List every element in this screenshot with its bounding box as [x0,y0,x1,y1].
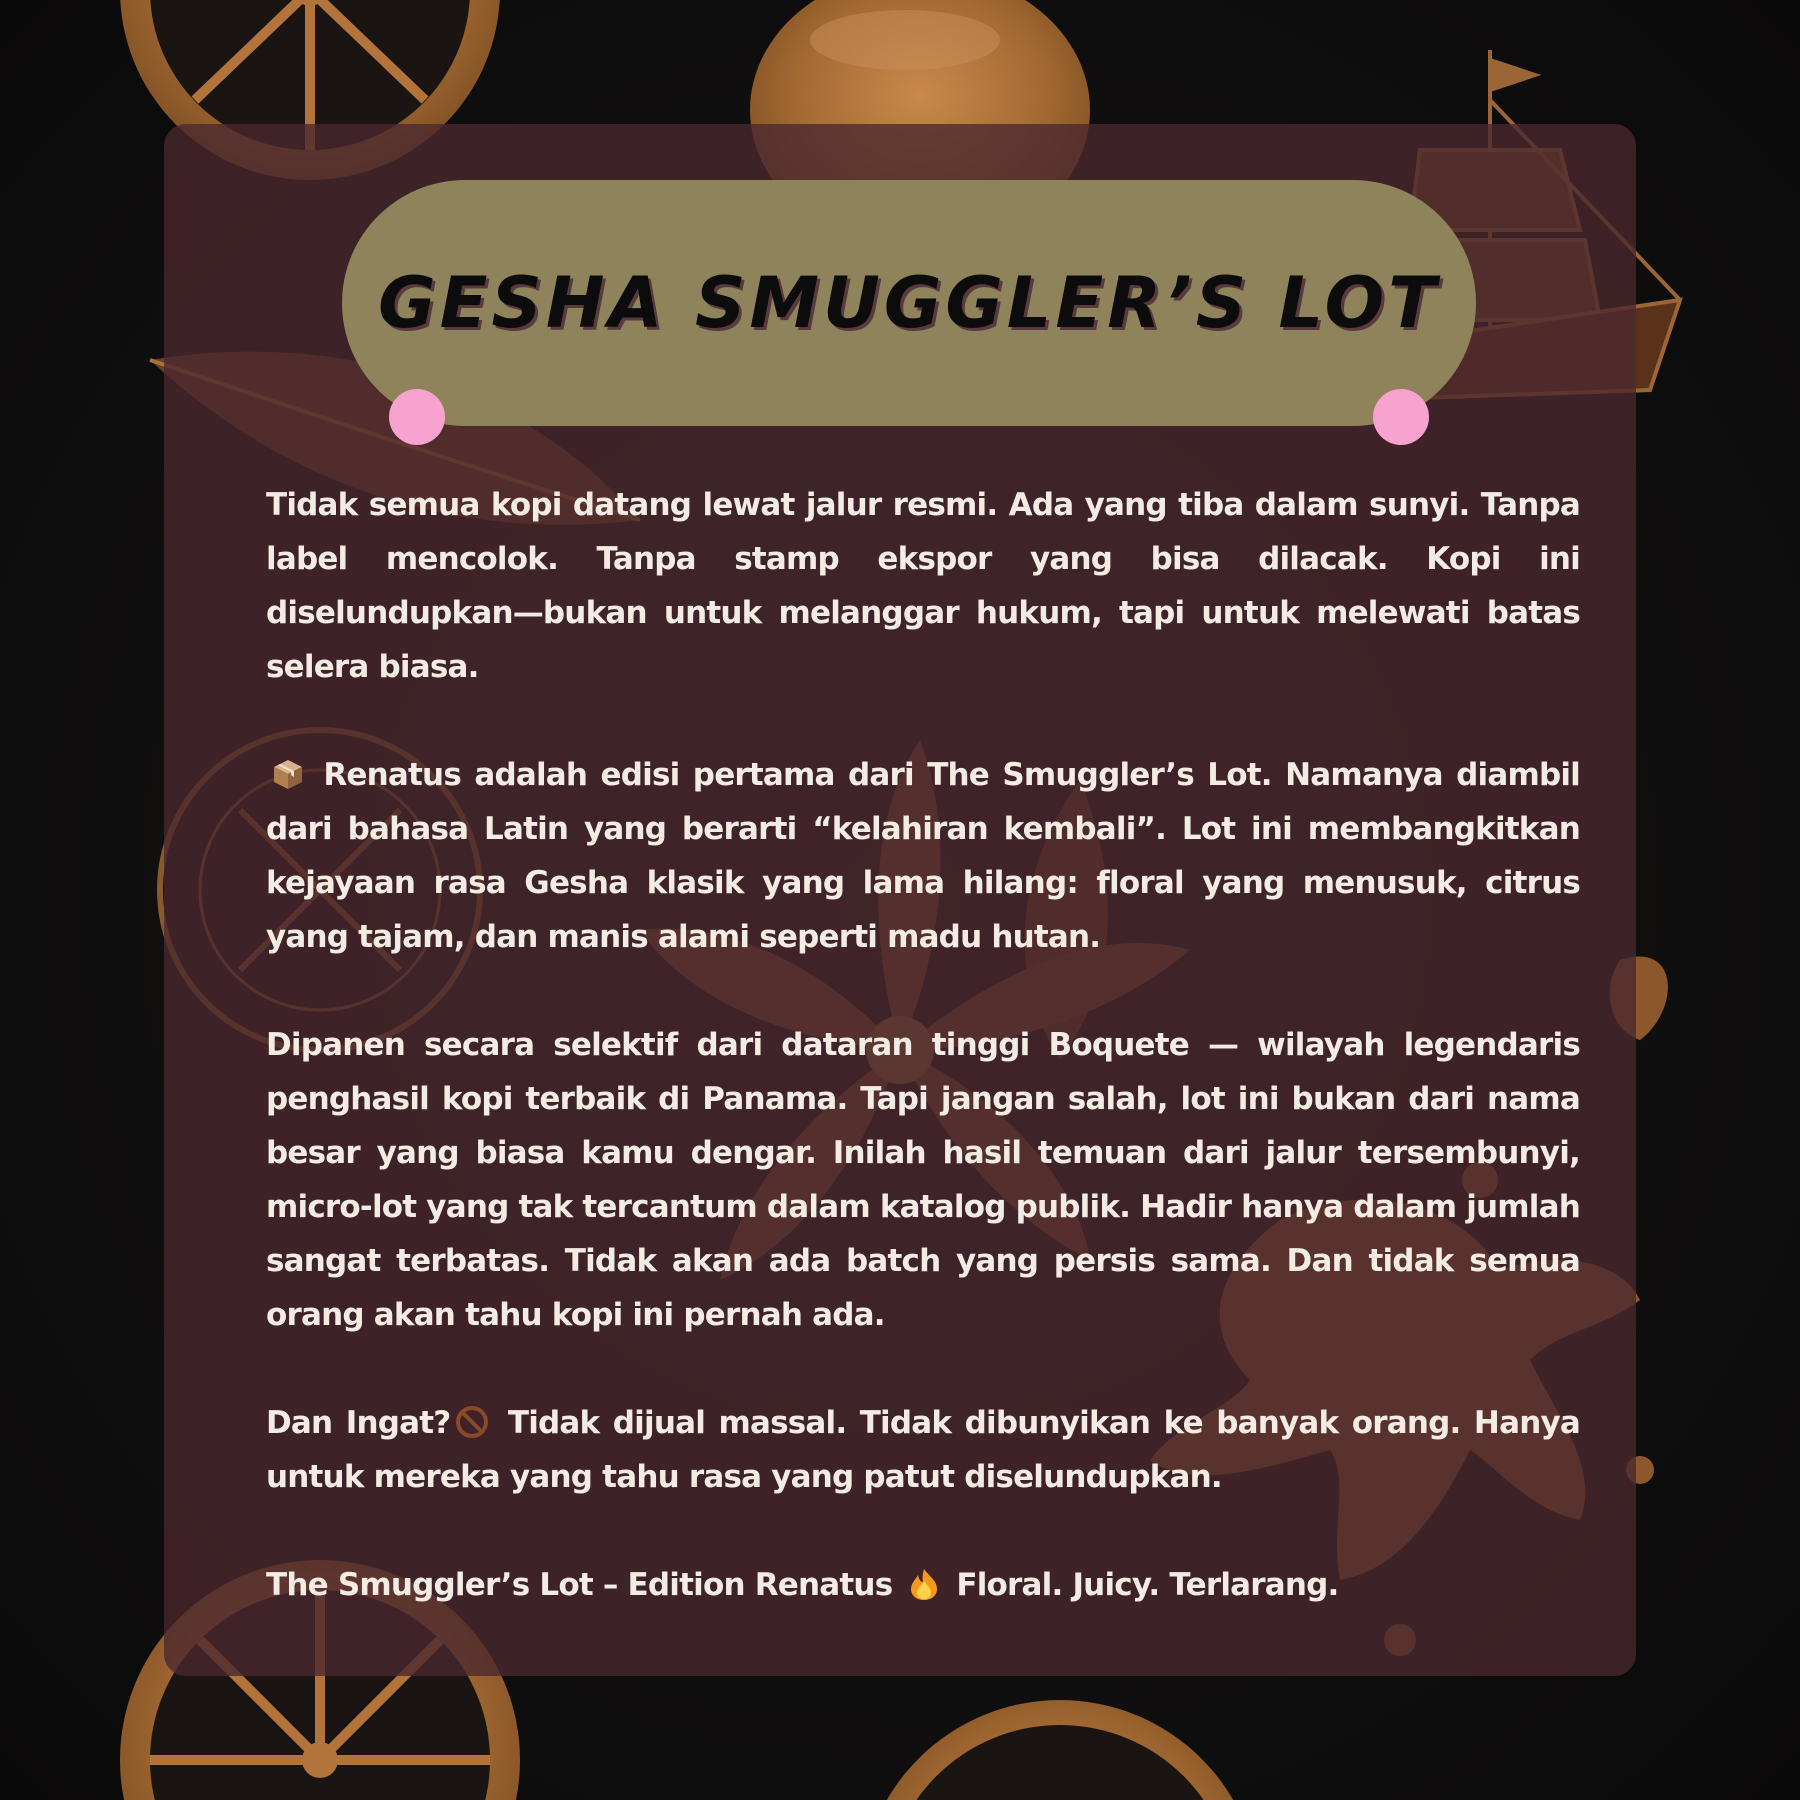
tagline-text: Floral. Juicy. Terlarang. [946,1567,1339,1603]
title-banner [342,180,1476,426]
orange-slice-bottom-center-icon [860,1700,1260,1800]
fire-icon [906,1567,942,1601]
reminder-text: Tidak dijual massal. Tidak dibunyikan ke banyak orang. Hanya untuk mereka yang tahu rasa yang patut diselundupkan. [266,1405,1580,1495]
package-icon [270,757,306,791]
paragraph-renatus [266,748,1580,964]
paragraph-text: Renatus adalah edisi pertama dari The Smuggler’s Lot. Namanya diambil dari bahasa Latin yang berarti “kelahiran kembali”. Lot ini membangkitkan kejayaan rasa Gesha klasik yang lama hilang: floral yang menusuk, citrus yang tajam, dan manis alami seperti madu hutan. [266,757,1580,955]
paragraph-intro [266,478,1580,694]
tagline-lead: The Smuggler’s Lot – Edition Renatus [266,1567,903,1603]
paragraph-reminder [266,1396,1580,1504]
page-title: GESHA SMUGGLER’S LOT [378,262,1440,344]
decorative-dot-right [1373,389,1429,445]
decorative-dot-left [389,389,445,445]
paragraph-origin [266,1018,1580,1342]
reminder-lead: Dan Ingat? [266,1405,451,1441]
paragraph-text: Tidak semua kopi datang lewat jalur resmi. Ada yang tiba dalam sunyi. Tanpa label mencolok. Tanpa stamp ekspor yang bisa dilacak. Kopi ini diselundupkan—bukan untuk melanggar hukum, tapi untuk melewati batas selera biasa. [266,487,1580,685]
description-body [266,478,1580,1612]
prohibited-icon [454,1405,490,1439]
tagline [266,1558,1580,1612]
paragraph-text: Dipanen secara selektif dari dataran tinggi Boquete — wilayah legendaris penghasil kopi terbaik di Panama. Tapi jangan salah, lot ini bukan dari nama besar yang biasa kamu dengar. Inilah hasil temuan dari jalur tersembunyi, micro-lot yang tak tercantum dalam katalog publik. Hadir hanya dalam jumlah sangat terbatas. Tidak akan ada batch yang persis sama. Dan tidak semua orang akan tahu kopi ini pernah ada. [266,1027,1581,1333]
